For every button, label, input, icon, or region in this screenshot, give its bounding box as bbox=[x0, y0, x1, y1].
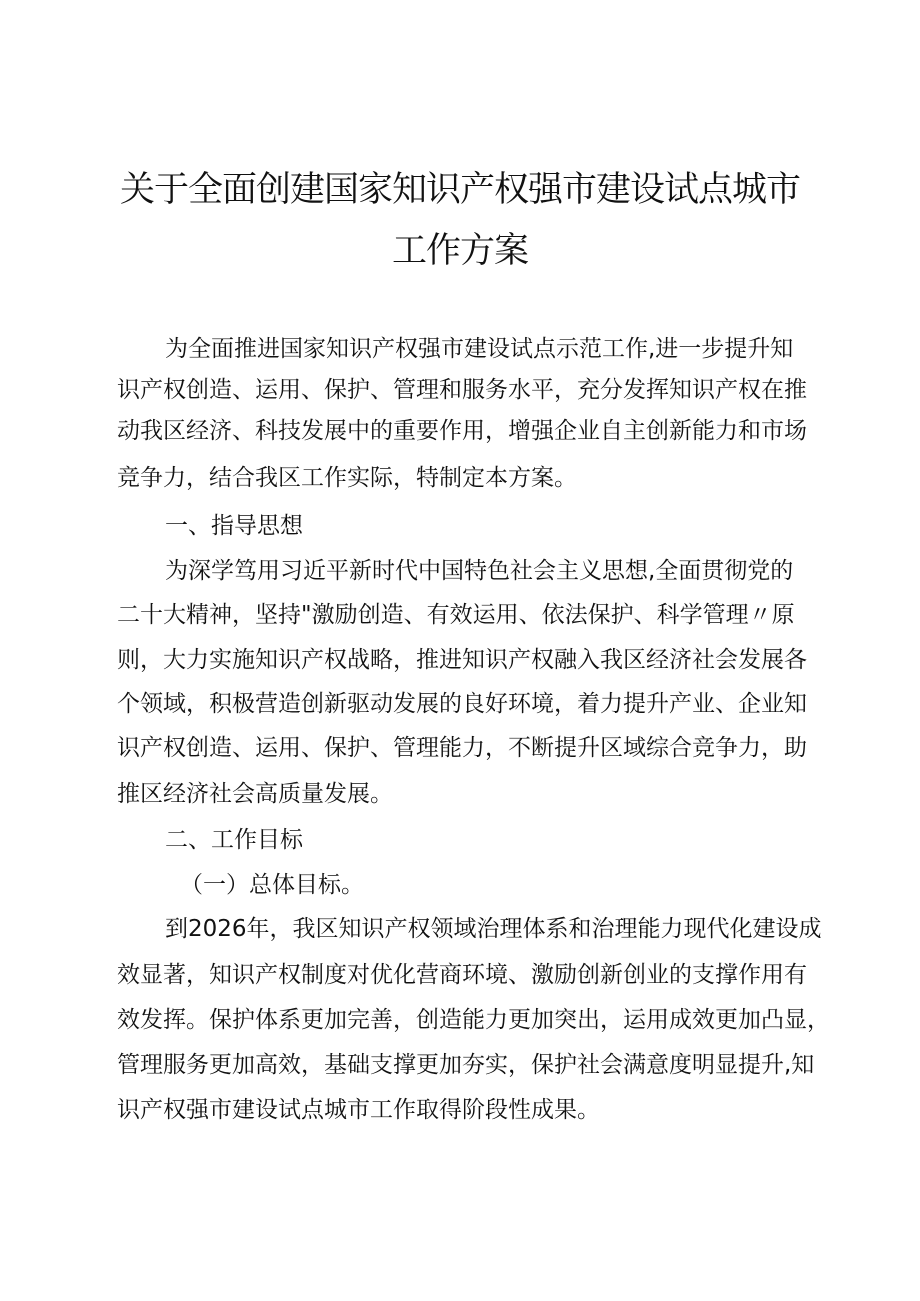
section-heading-work-goals: 二、工作目标 bbox=[165, 827, 303, 853]
document-title-line-1: 关于全面创建国家知识产权强市建设试点城市 bbox=[119, 170, 800, 210]
section-heading-guiding-ideology: 一、指导思想 bbox=[165, 513, 303, 539]
intro-paragraph-line: 为全面推进国家知识产权强市建设试点示范工作,进一步提升知 bbox=[165, 336, 794, 362]
intro-paragraph-line: 识产权创造、运用、保护、管理和服务水平，充分发挥知识产权在推 bbox=[117, 377, 807, 403]
section2-paragraph-line: 管理服务更加高效，基础支撑更加夯实，保护社会满意度明显提升,知 bbox=[117, 1052, 815, 1078]
section1-paragraph-line: 识产权创造、运用、保护、管理能力，不断提升区域综合竞争力，助 bbox=[117, 735, 807, 761]
subsection-heading-overall-goal: （一）总体目标。 bbox=[180, 872, 364, 898]
section1-paragraph-line: 个领域，积极营造创新驱动发展的良好环境，着力提升产业、企业知 bbox=[117, 691, 807, 717]
section1-paragraph-line: 推区经济社会高质量发展。 bbox=[117, 781, 393, 807]
section2-paragraph-line: 识产权强市建设试点城市工作取得阶段性成果。 bbox=[117, 1097, 600, 1123]
section1-paragraph-line: 二十大精神，坚持"激励创造、有效运用、依法保护、科学管理〃原 bbox=[117, 602, 795, 628]
section1-paragraph-line: 则，大力实施知识产权战略，推进知识产权融入我区经济社会发展各 bbox=[117, 647, 807, 673]
intro-paragraph-line: 竞争力，结合我区工作实际，特制定本方案。 bbox=[117, 465, 577, 491]
intro-paragraph-line: 动我区经济、科技发展中的重要作用，增强企业自主创新能力和市场 bbox=[117, 418, 807, 444]
section1-paragraph-line: 为深学笃用习近平新时代中国特色社会主义思想,全面贯彻党的 bbox=[165, 558, 794, 584]
document-title-line-2: 工作方案 bbox=[391, 231, 528, 271]
section2-paragraph-line: 效显著，知识产权制度对优化营商环境、激励创新创业的支撑作用有 bbox=[117, 962, 807, 988]
section2-paragraph-line: 效发挥。保护体系更加完善，创造能力更加突出，运用成效更加凸显， bbox=[117, 1007, 830, 1033]
section2-paragraph-line: 到2026年，我区知识产权领域治理体系和治理能力现代化建设成 bbox=[165, 916, 822, 942]
